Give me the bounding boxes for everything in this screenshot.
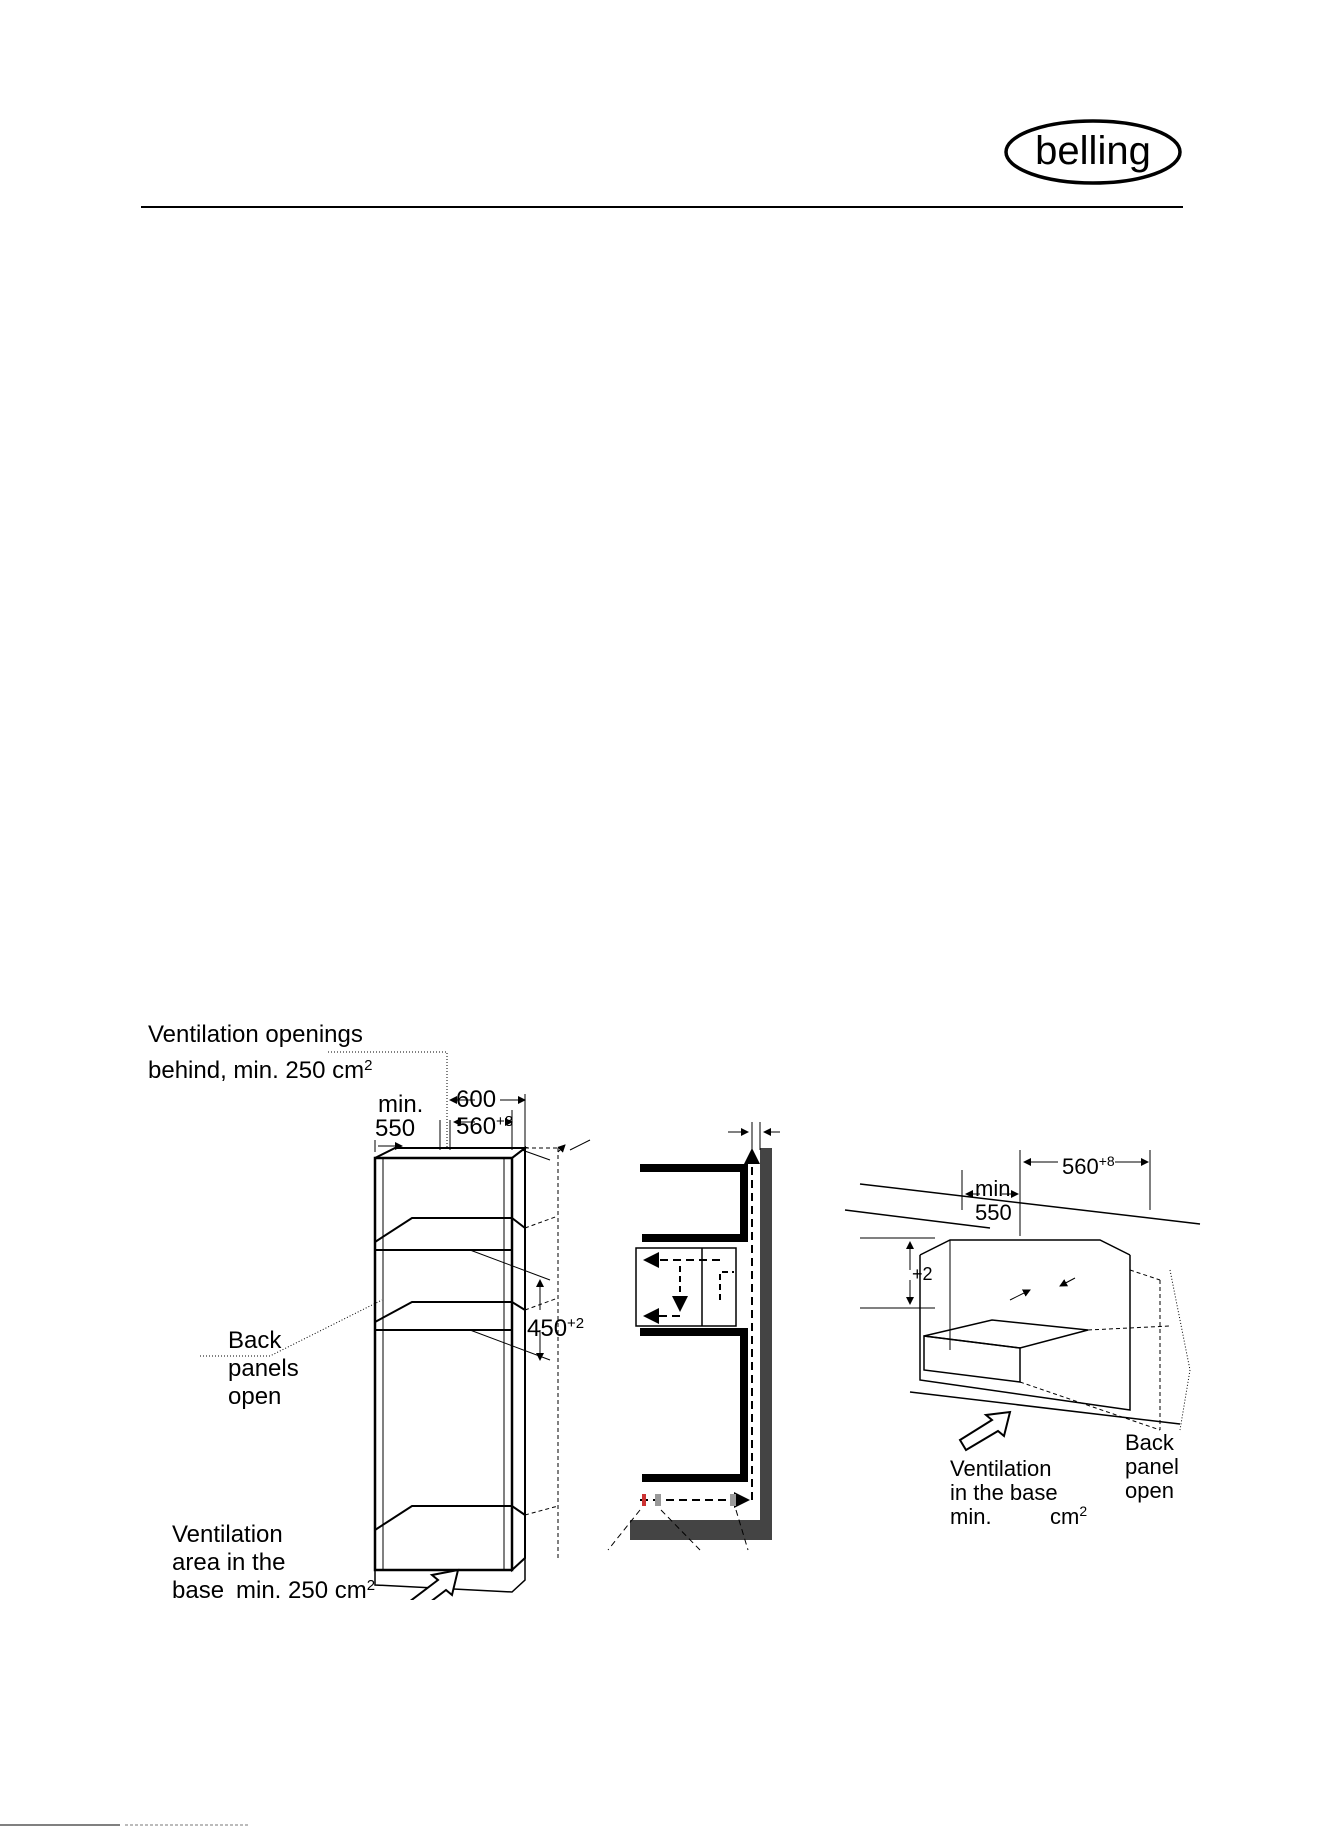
base-cabinet-diagram — [845, 1150, 1200, 1450]
right-dim-560-label: $560^{+8}$ — [1062, 1153, 1115, 1179]
vent-area-label-3a: base — [172, 1577, 225, 1600]
logo-text: belling — [1035, 129, 1151, 173]
dim-min-label: min. — [378, 1091, 424, 1118]
right-back-panel-label-3: open — [1125, 1478, 1174, 1503]
header-divider — [141, 206, 1183, 208]
vent-openings-label-1: Ventilation openings — [148, 1021, 363, 1048]
vent-area-label-1: Ventilation — [172, 1521, 283, 1548]
right-vent-label-2: in the base — [950, 1480, 1058, 1505]
right-vent-label-1: Ventilation — [950, 1456, 1052, 1481]
right-vent-label-3a: min. — [950, 1504, 992, 1529]
right-back-panel-label-2: panel — [1125, 1454, 1179, 1479]
right-dim-plus2-label: +2 — [912, 1264, 933, 1284]
installation-diagram — [120, 1010, 1230, 1600]
right-dim-min-label: min. — [975, 1176, 1017, 1201]
footer-mark — [0, 1818, 260, 1828]
right-back-panel-label-1: Back — [1125, 1430, 1174, 1455]
right-vent-label-3b: $cm^2$ — [1050, 1503, 1088, 1529]
belling-logo — [1003, 118, 1183, 186]
back-panels-label-3: open — [228, 1383, 282, 1410]
airflow-section-diagram — [608, 1122, 780, 1550]
dim-560-label: $560^{+8}$ — [456, 1113, 514, 1140]
dim-550-label: 550 — [375, 1115, 416, 1142]
back-panels-label-1: Back — [228, 1327, 282, 1354]
vent-area-label-2: area in the — [172, 1549, 286, 1576]
back-panels-label-2: panels — [228, 1355, 299, 1382]
right-dim-550-label: 550 — [975, 1200, 1012, 1225]
vent-area-label-3b: min. 250 $cm^2$ — [236, 1577, 376, 1600]
vent-openings-label-2: behind, min. 250 $cm^2$ — [148, 1057, 373, 1084]
dim-600-label: 600 — [456, 1086, 497, 1113]
dim-450-label: $450^{+2}$ — [527, 1315, 585, 1342]
